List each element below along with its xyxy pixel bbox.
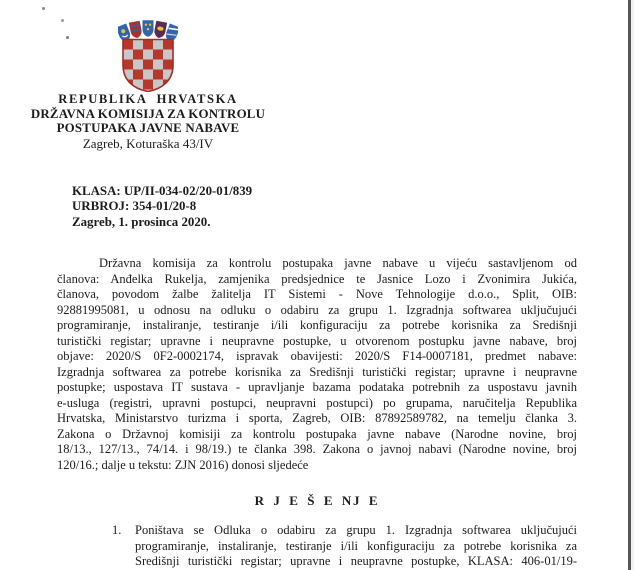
paragraph-line: članova, povodom žalbe žalitelja IT Sistemi - Nove Tehnologije d.o.o., Split, OIB: <box>57 287 577 301</box>
place-date-line: Zagreb, 1. prosinca 2020. <box>72 214 211 229</box>
klasa-line: KLASA: UP/II-034-02/20-01/839 <box>72 184 253 198</box>
paragraph-line: turistički registar; upravne i neupravne postupke, u otvorenom postupku javne nabave, broj <box>57 333 577 348</box>
ruling-item-1 <box>112 523 577 570</box>
ruling-item-number: 1. <box>112 523 122 537</box>
paragraph-line: 92881995081, u odnosu na odluku o odabiru za grupu 1. Izgradnja softwarea uključujući <box>57 302 577 317</box>
scan-speck <box>42 7 45 10</box>
ruling-item-text <box>135 523 577 570</box>
ruling-heading: R J E Š E NJ E <box>254 493 380 508</box>
letterhead-address: Zagreb, Koturaška 43/IV <box>82 135 214 151</box>
paragraph-line: programiranje, instaliranje, testiranje i/ili konfiguraciju za potrebe korisnika za Središnji <box>57 318 577 332</box>
paragraph-line: Zakona o Državnoj komisiji za kontrolu postupaka javne nabave (Narodne novine, broj <box>57 426 577 441</box>
preamble-paragraph <box>57 256 577 473</box>
letterhead-country: REPUBLIKA HRVATSKA <box>58 92 238 106</box>
ruling-item-line: Središnji turistički registar; upravne i neupravne postupke, KLASA: 406-01/19- <box>135 554 577 568</box>
coa-shield <box>123 40 173 92</box>
paragraph-line: Izgradnja softwarea za potrebe korisnika za Središnji turistički registar; upravne i neupravne <box>57 364 577 379</box>
urbroj-line: URBROJ: 354-01/20-8 <box>72 199 197 214</box>
paragraph-line: 120/16.; dalje u tekstu: ZJN 2016) donosi sljedeće <box>57 457 309 472</box>
paragraph-line: Hrvatska, Ministarstvo turizma i sporta, Zagreb, OIB: 87892589782, na temelju članka 3. <box>57 411 577 425</box>
letterhead-org-line1: DRŽAVNA KOMISIJA ZA KONTROLU <box>30 107 266 121</box>
letterhead <box>28 19 268 151</box>
case-reference-block <box>72 184 252 230</box>
letterhead-org-line2: POSTUPAKA JAVNE NABAVE <box>56 121 240 136</box>
paragraph-line: 18/13., 127/13., 74/14. i 98/19.) te članka 398. Zakona o javnoj nabavi (Narodne novine, broj <box>57 442 577 456</box>
paragraph-line: članova: Anđelka Rukelja, zamjenika predsjednice te Jasnice Lozo i Zvonimira Jukića, <box>57 271 577 286</box>
paragraph-line: Državna komisija za kontrolu postupaka javne nabave u vijeću sastavljenom od <box>99 256 577 270</box>
paragraph-line: e-usluga (registri, upravni postupci, neupravni postupci) po grupama, naručitelja Republika <box>57 395 577 410</box>
ruling-item-line: Poništava se Odluka o odabiru za grupu 1. Izgradnja softwarea uključujući <box>135 523 577 537</box>
ruling-item-line: programiranje, instaliranje, testiranje i/ili konfiguraciju za potrebe korisnika za <box>135 538 577 553</box>
paragraph-line: postupke; uspostava IT sustava - upravljanje bazama podataka potrebnih za uspostavu javnih <box>57 380 577 394</box>
paragraph-line: objave: 2020/S 0F2-0002174, ispravak obavijesti: 2020/S F14-0007181, predmet nabave: <box>57 349 577 363</box>
croatian-coat-of-arms-icon <box>28 19 268 92</box>
scan-edge-line <box>628 0 631 570</box>
